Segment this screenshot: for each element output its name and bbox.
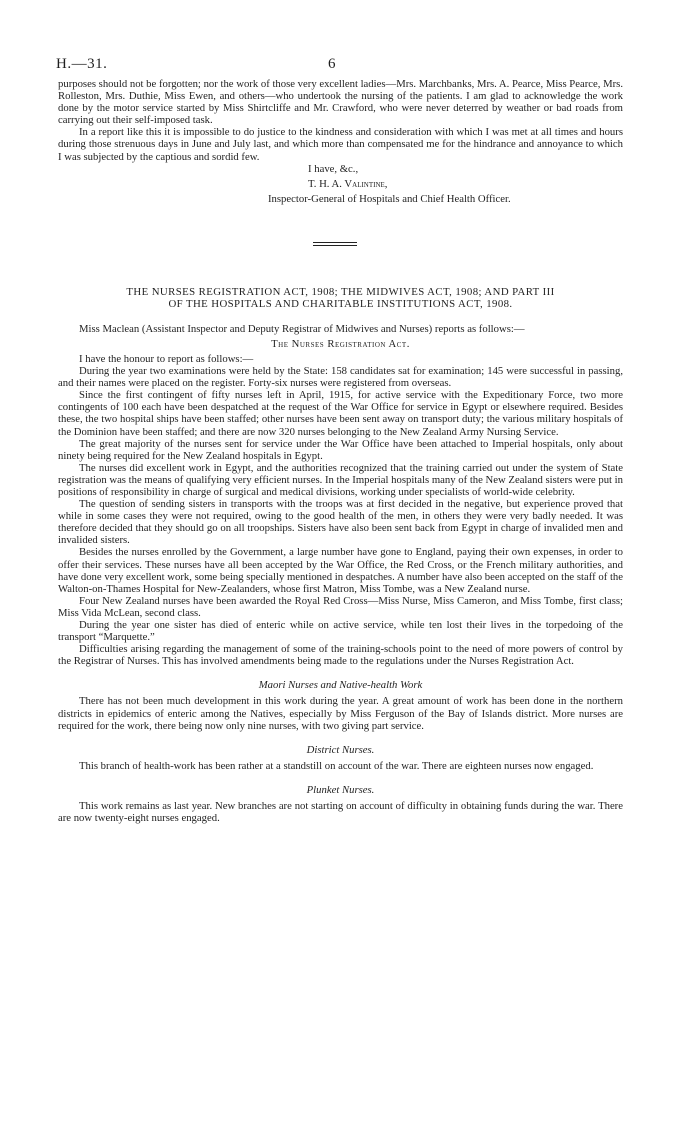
document-page <box>58 56 623 824</box>
intro-paragraph-1: purposes should not be forgotten; nor the work of those very excellent ladies—Mrs. Marchbanks, Mrs. A. Pearce, Miss Pearce, Mrs. Rolleston, Mrs. Duthie, Miss Ewen, and others—who undertook the nursing of the patients. I am glad to acknowledge the work done by the motor service started by Miss Shirtcliffe and Mr. Crawford, who were never deterred by weather or bad roads from carrying out their self-imposed task. <box>58 78 623 127</box>
report-reference: H.—31. <box>56 56 108 72</box>
maori-nurses-heading: Maori Nurses and Native-health Work <box>258 679 423 692</box>
body-paragraph: The great majority of the nurses sent for service under the War Office have been attached to Imperial hospitals, only about ninety being required for the New Zealand hospitals in Egypt. <box>58 437 623 462</box>
section-title <box>58 286 623 311</box>
section-intro: Miss Maclean (Assistant Inspector and Deputy Registrar of Midwives and Nurses) reports as follows:— <box>79 322 525 335</box>
body-paragraph: Four New Zealand nurses have been awarded the Royal Red Cross—Miss Nurse, Miss Cameron, and Miss Tombe, first class; Miss Vida McLean, second class. <box>58 594 623 619</box>
page-number: 6 <box>328 56 336 72</box>
section-divider <box>313 242 357 243</box>
section-title-line-1: THE NURSES REGISTRATION ACT, 1908; THE MIDWIVES ACT, 1908; AND PART III <box>126 285 555 298</box>
body-paragraph: I have the honour to report as follows:— <box>79 352 254 365</box>
signatory-name: T. H. A. Valintine, <box>308 177 388 190</box>
body-paragraph: Besides the nurses enrolled by the Government, a large number have gone to England, paying their own expenses, in order to offer their services. These nurses have all been accepted by the War Office, the Red Cross, or the French military authorities, and have done very excellent work, some being specially mentioned in despatches. A number have also been accepted on the staff of the Walton-on-Thames Hospital for New-Zealanders, whose first Matron, Miss Tombe, was a New Zealand nurse. <box>58 546 623 595</box>
body-paragraph: The question of sending sisters in transports with the troops was at first decided in the negative, but experience proved that while in some cases they were not required, owing to the good health of the men, in others they were very badly needed. It was therefore decided that they should go on all troopships. Sisters have also been sent back from Egypt in charge of invalided men and invalided sisters. <box>58 498 623 547</box>
signatory-title: Inspector-General of Hospitals and Chief Health Officer. <box>268 192 511 205</box>
district-nurses-paragraph: This branch of health-work has been rather at a standstill on account of the war. There are eighteen nurses now engaged. <box>79 759 594 772</box>
body-paragraph: Since the first contingent of fifty nurses left in April, 1915, for active service with the Expeditionary Force, two more contingents of 100 each have been despatched at the request of the War Office for service in Egypt or elsewhere required. Besides these, the two hospital ships have been staffed; other nurses have been sent away on transport duty; the various military hospitals of the Dominion have been staffed; and there are now 320 nurses belonging to the New Zealand Army Nursing Service. <box>58 389 623 438</box>
body-paragraph: Difficulties arising regarding the management of some of the training-schools point to the need of more powers of control by the Registrar of Nurses. This has involved amendments being made to the regulations under the Nurses Registration Act. <box>58 643 623 668</box>
plunket-nurses-paragraph: This work remains as last year. New branches are not starting on account of difficulty in obtaining funds during the war. There are now twenty-eight nurses engaged. <box>58 800 623 825</box>
section-divider-lower <box>313 245 357 246</box>
body-paragraph: During the year two examinations were held by the State: 158 candidates sat for examination; 145 were successful in passing, and their names were placed on the register. Forty-six nurses were registered from overseas. <box>58 365 623 390</box>
district-nurses-heading: District Nurses. <box>306 743 375 756</box>
page-header <box>58 56 623 78</box>
maori-nurses-paragraph: There has not been much development in this work during the year. A great amount of work has been done in the northern districts in epidemics of enteric among the Natives, especially by Miss Ferguson of the Bay of Islands district. More nurses are required for the work, there being now only nine nurses, with two giving part service. <box>58 695 623 732</box>
body-paragraph: During the year one sister has died of enteric while on active service, while ten lost their lives in the torpedoing of the transport “Marquette.” <box>58 619 623 644</box>
act-heading: The Nurses Registration Act. <box>271 337 410 350</box>
plunket-nurses-heading: Plunket Nurses. <box>306 783 375 796</box>
section-title-line-2: OF THE HOSPITALS AND CHARITABLE INSTITUTIONS ACT, 1908. <box>168 298 513 311</box>
body-paragraph: The nurses did excellent work in Egypt, and the authorities recognized that the training carried out under the system of State registration was the means of qualifying very efficient nurses. In the Imperial hospitals many of the New Zealand sisters were put in positions of responsibility in charge of surgical and medical divisions, working under specialists of world-wide celebrity. <box>58 461 623 498</box>
intro-paragraph-2: In a report like this it is impossible to do justice to the kindness and consideration with which I was met at all times and hours during those strenuous days in June and July last, and which more than compensated me for the hindrance and annoyance to which I was subjected by the captious and sordid few. <box>58 126 623 163</box>
signoff-closing: I have, &c., <box>308 162 359 175</box>
